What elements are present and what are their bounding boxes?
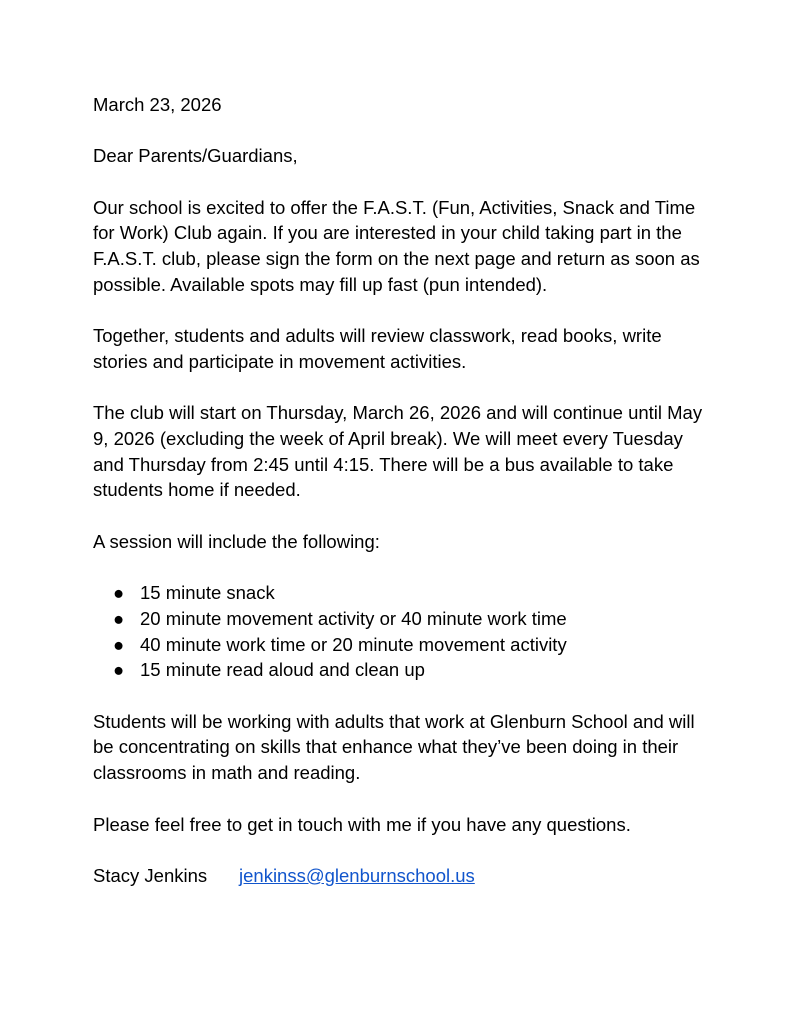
email-link[interactable]: jenkinss@glenburnschool.us [239,864,475,886]
list-item-text: 15 minute read aloud and clean up [140,659,425,681]
list-item-text: 40 minute work time or 20 minute movement activity [140,633,567,655]
signature-line [93,863,713,889]
session-list [93,580,713,683]
intro-paragraph: Our school is excited to offer the F.A.S.T. (Fun, Activities, Snack and Time for Work) Club again. If you are interested in your child taking part in the F.A.S.T. club, please sign the form on the next page and return as soon as possible. Available spots may fill up fast (pun intended). [93,196,700,295]
staff-paragraph: Students will be working with adults that work at Glenburn School and will be concentrating on skills that enhance what they’ve been doing in their classrooms in math and reading. [93,710,695,784]
bullet-icon: ● [113,633,125,655]
list-item [93,657,713,683]
letter-greeting: Dear Parents/Guardians, [93,145,298,167]
list-item [93,632,713,658]
list-item-text: 15 minute snack [140,582,275,604]
schedule-paragraph: The club will start on Thursday, March 26, 2026 and will continue until May 9, 2026 (excluding the week of April break). We will meet every Tuesday and Thursday from 2:45 until 4:15. There will be a bus available to take students home if needed. [93,402,703,501]
bullet-icon: ● [113,582,125,604]
letter-date: March 23, 2026 [93,94,222,115]
list-item [93,580,713,606]
signature-name: Stacy Jenkins [93,864,208,886]
bullet-icon: ● [113,607,125,629]
letter-page [93,92,713,914]
list-item-text: 20 minute movement activity or 40 minute work time [140,607,567,629]
list-item [93,606,713,632]
bullet-icon: ● [113,659,125,681]
activities-paragraph: Together, students and adults will review classwork, read books, write stories and participate in movement activities. [93,325,662,372]
session-intro: A session will include the following: [93,530,380,552]
contact-paragraph: Please feel free to get in touch with me if you have any questions. [93,813,631,835]
